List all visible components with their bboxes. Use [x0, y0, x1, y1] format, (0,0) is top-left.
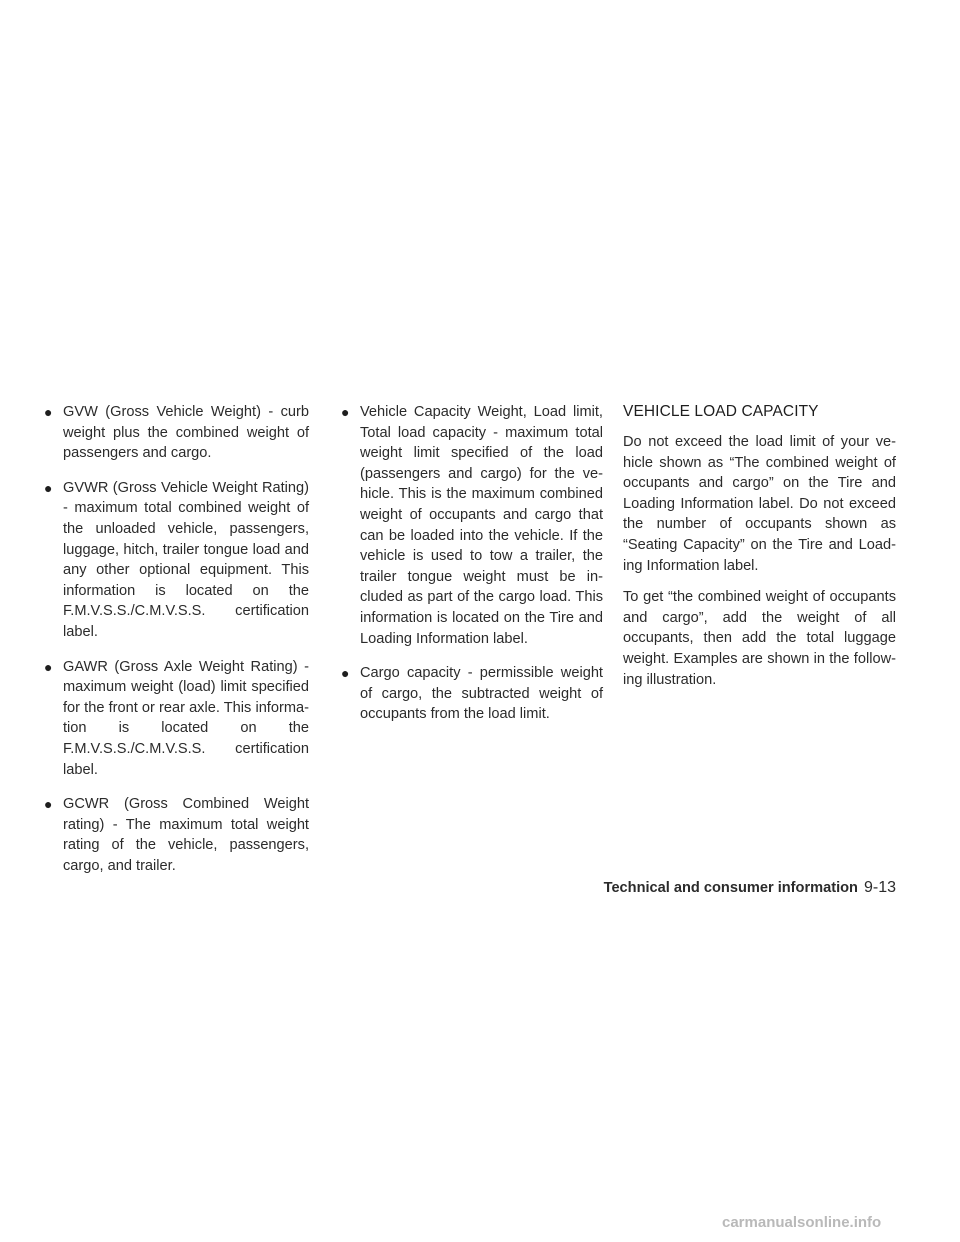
list-item-text: GVWR (Gross Vehicle Weight Rating) - maximum total combined weight of the unloaded vehicle, passengers, luggage, hitch, trailer tongue load and any other optional equipment. This information is located on the F.M.V.S.S./C.M.V.S.S. certification label. — [63, 479, 309, 640]
definition-list — [43, 402, 309, 876]
list-item-text: GAWR (Gross Axle Weight Rating) - maximum weight (load) limit specified for the front or rear axle. This information is located on the F.M.V.S.S./C.M.V.S.S. certification label. — [63, 658, 309, 778]
footer-section-title: Technical and consumer information — [603, 880, 858, 896]
list-item-text: Vehicle Capacity Weight, Load limit, Total load capacity - maximum total weight limit specified of the load (passengers and cargo) for the vehicle. This is the maximum combined weight of occupants and cargo that can be loaded into the vehicle. If the vehicle is used to tow a trailer, the trailer tongue weight must be included as part of the cargo load. This information is located on the Tire and Loading Information label. — [360, 404, 603, 647]
watermark: carmanualsonline.info — [722, 1214, 882, 1231]
list-item — [43, 402, 309, 464]
bullet-icon: ● — [44, 404, 53, 420]
bullet-icon: ● — [44, 479, 53, 496]
list-item — [340, 663, 603, 725]
body-paragraph: Do not exceed the load limit of your vehicle shown as “The combined weight of occupants and cargo” on the Tire and Loading Information label. Do not exceed the number of occupants shown as “Seating Capacity” on the Tire and Loading Information label. — [623, 434, 896, 574]
list-item-text: Cargo capacity - permissible weight of cargo, the subtracted weight of occupants from the load limit. — [360, 665, 603, 723]
list-item-text: GVW (Gross Vehicle Weight) - curb weight plus the combined weight of passengers and cargo. — [63, 404, 309, 462]
page-number: 9-13 — [863, 879, 896, 896]
bullet-icon: ● — [341, 404, 350, 420]
middle-column — [340, 402, 603, 739]
bullet-icon: ● — [44, 796, 53, 813]
list-item — [340, 402, 603, 649]
list-item — [43, 478, 309, 643]
list-item — [43, 794, 309, 876]
definition-list — [340, 402, 603, 725]
section-heading: VEHICLE LOAD CAPACITY — [623, 403, 819, 420]
bullet-icon: ● — [341, 665, 350, 682]
right-column — [623, 402, 896, 701]
bullet-icon: ● — [44, 658, 53, 675]
body-paragraph: To get “the combined weight of occupants and cargo”, add the weight of all occupants, then add the total luggage weight. Examples are shown in the following illustration. — [623, 589, 896, 688]
page-footer — [604, 878, 896, 898]
list-item-text: GCWR (Gross Combined Weight rating) - The maximum total weight rating of the vehicle, passengers, cargo, and trailer. — [63, 796, 309, 874]
left-column — [43, 402, 309, 890]
list-item — [43, 657, 309, 781]
